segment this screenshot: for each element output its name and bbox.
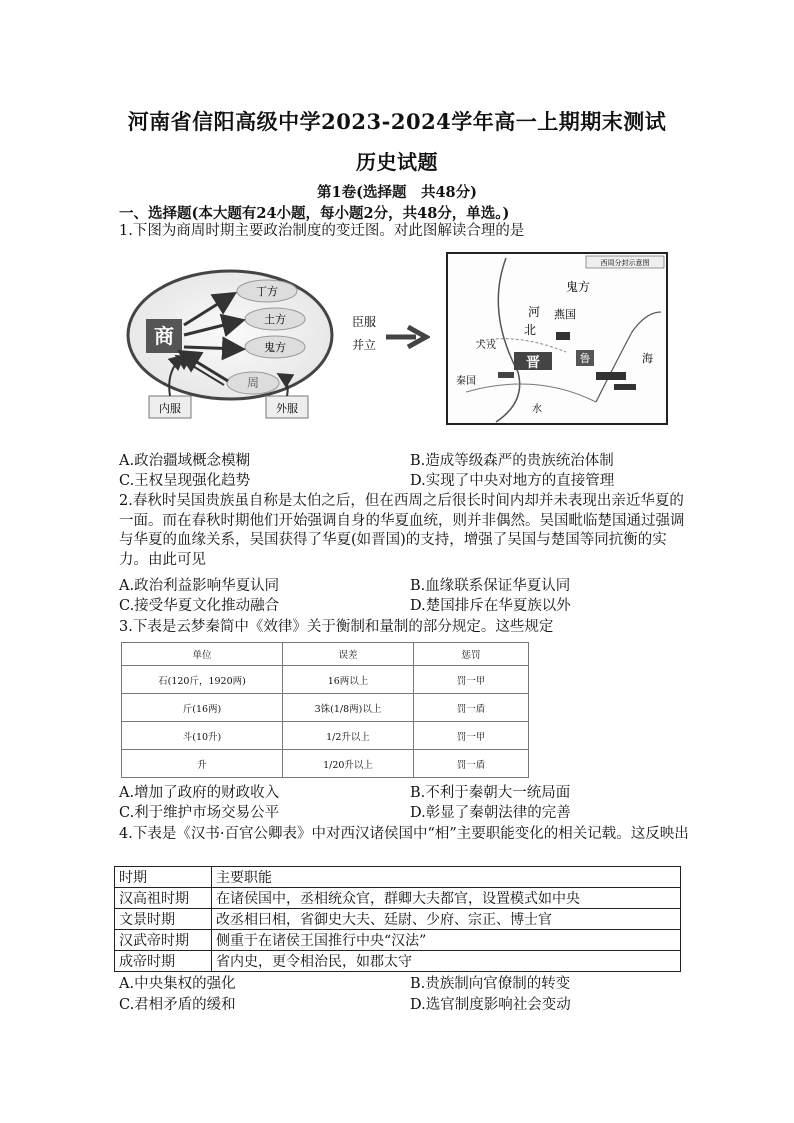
table-header-cell: 惩罚 [414,643,529,666]
table-cell: 省内史，更令相治民，如郡太守 [212,951,681,972]
subject-title: 历史试题 [356,150,438,174]
table-row [122,666,529,694]
table-cell: 文景时期 [115,909,212,930]
table-header-row [115,867,681,888]
table-cell: 侧重于在诸侯王国推行中央“汉法” [212,930,681,951]
table-cell: 石(120斤，1920两) [122,666,283,694]
neifu-label: 内服 [159,402,181,415]
map-label-he: 河 [528,305,541,319]
table-cell: 成帝时期 [115,951,212,972]
table-cell: 罚一盾 [414,694,529,722]
q3-option-c[interactable]: C.利于维护市场交易公平 [119,805,280,821]
table-cell: 在诸侯国中，丞相统众官，群卿大夫都官，设置模式如中央 [212,888,681,909]
table-row [115,888,681,909]
q2-option-d[interactable]: D.楚国排斥在华夏族以外 [410,598,571,614]
table-row [122,722,529,750]
table-cell: 罚一甲 [414,722,529,750]
q1-option-d[interactable]: D.实现了中央对地方的直接管理 [410,473,615,489]
q2-option-c[interactable]: C.接受华夏文化推动融合 [119,598,280,614]
table-row [115,909,681,930]
zhou-label: 周 [246,376,260,390]
volume-heading: 第1卷(选择题 共48分) [317,184,477,201]
table-cell: 汉高祖时期 [115,888,212,909]
q1-option-c[interactable]: C.王权呈现强化趋势 [119,473,251,489]
table-cell: 升 [122,750,283,778]
table-cell: 1/20升以上 [283,750,414,778]
table-cell: 斗(10升) [122,722,283,750]
q3-option-b[interactable]: B.不利于秦朝大一统局面 [410,785,571,801]
table-row [115,930,681,951]
q4-option-c[interactable]: C.君相矛盾的缓和 [119,997,236,1013]
question-4-stem: 4.下表是《汉书·百官公卿表》中对西汉诸侯国中“相”主要职能变化的相关记载。这反映出 [119,826,689,842]
table-cell: 罚一盾 [414,750,529,778]
map-label-lu: 鲁 [579,352,591,365]
arrow-label-top: 臣服 [351,315,377,329]
map-title: 西周分封示意图 [600,259,650,267]
map-label-quanrong: 犬戎 [476,340,496,351]
map-label-jin: 晋 [526,355,540,371]
zhou-enfeoffment-map [446,252,668,425]
table-cell: 改丞相曰相，省御史大夫、廷尉、少府、宗正、博士官 [212,909,681,930]
waifu-label: 外服 [276,402,298,415]
q1-option-b[interactable]: B.造成等级森严的贵族统治体制 [410,453,614,469]
q4-option-a[interactable]: A.中央集权的强化 [119,976,236,992]
table-cell: 罚一甲 [414,666,529,694]
table-row [122,694,529,722]
map-label-bei: 北 [524,323,537,337]
map-label-yan: 燕国 [554,308,576,321]
q2-option-b[interactable]: B.血缘联系保证华夏认同 [410,578,571,594]
shang-label: 商 [154,324,174,348]
table-header-cell: 误差 [283,643,414,666]
tribe-gui-label: 鬼方 [264,341,286,354]
table-cell: 斤(16两) [122,694,283,722]
shang-zhou-diagram [120,253,430,423]
q1-option-a[interactable]: A.政治疆域概念模糊 [119,453,251,469]
q2-option-a[interactable]: A.政治利益影响华夏认同 [119,578,280,594]
q4-option-d[interactable]: D.选官制度影响社会变动 [410,997,571,1013]
q3-option-a[interactable]: A.增加了政府的财政收入 [119,785,280,801]
table-header-row [122,643,529,666]
table-cell: 16两以上 [283,666,414,694]
tribe-tu-label: 土方 [264,313,286,326]
map-label-qin: 秦国 [456,376,476,387]
table-row [122,750,529,778]
table-row [115,951,681,972]
map-label-shui: 水 [532,404,542,415]
exam-title: 河南省信阳高级中学2023-2024学年高一上期期末测试 [127,109,667,134]
map-label-hai: 海 [642,352,653,365]
q4-table [114,866,681,972]
q3-table [121,642,529,778]
tribe-ding-label: 丁方 [256,285,278,298]
table-header-cell: 单位 [122,643,283,666]
question-3-stem: 3.下表是云梦秦简中《效律》关于衡制和量制的部分规定。这些规定 [119,619,554,635]
q3-option-d[interactable]: D.彰显了秦朝法律的完善 [410,805,571,821]
table-header-cell: 时期 [115,867,212,888]
section-heading: 一、选择题(本大题有24小题，每小题2分，共48分，单选。) [119,205,510,222]
table-cell: 1/2升以上 [283,722,414,750]
question-2-stem: 2.春秋时吴国贵族虽自称是太伯之后，但在西周之后很长时间内却并未表现出亲近华夏的一面。而在春秋时期他们开始强调自身的华夏血统，则并非偶然。吴国毗临楚国通过强调与华夏的血缘关系，吴国获得了华夏(如晋国)的支持，增强了吴国与楚国等同抗衡的实力。由此可见 [119,493,685,568]
transition-arrow [386,327,426,347]
table-header-cell: 主要职能 [212,867,681,888]
table-cell: 汉武帝时期 [115,930,212,951]
arrow-label-bottom: 并立 [351,338,377,352]
q4-option-b[interactable]: B.贵族制向官僚制的转变 [410,976,571,992]
table-cell: 3铢(1/8两)以上 [283,694,414,722]
question-1-stem: 1.下图为商周时期主要政治制度的变迁图。对此图解读合理的是 [119,223,525,239]
map-label-guifang: 鬼方 [566,280,591,294]
